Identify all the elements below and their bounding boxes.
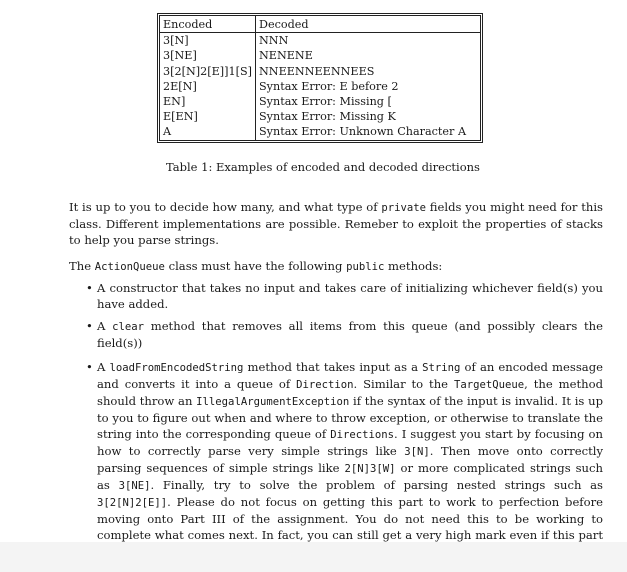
table-row xyxy=(160,33,481,49)
encoded-cell: EN] xyxy=(160,94,256,109)
text-run: A constructor that takes no input and takes care of initializing whichever field(s) you have added. xyxy=(97,281,603,311)
code-run: 3[2[N]2[E]] xyxy=(97,497,168,509)
decoded-cell: NENENE xyxy=(259,49,313,63)
paragraph-methods-intro xyxy=(69,258,603,275)
code-run: private xyxy=(381,202,426,214)
encoded-cell: E[EN] xyxy=(160,109,256,124)
code-run: 2[N]3[W] xyxy=(344,463,396,475)
directions-table-frame xyxy=(157,13,483,143)
decoded-cell: NNEENNEENNEES xyxy=(259,64,375,78)
bullet-icon: • xyxy=(86,281,93,295)
code-run: Direction xyxy=(296,379,354,391)
text-run: . Please do not focus on getting this part to work to perfection before moving onto Part III of the assignment. You do not need this to be working to complete what comes next. In fact, you can still get a very high mark even if this part xyxy=(97,495,603,542)
text-run: The xyxy=(69,259,95,273)
code-run: clear xyxy=(112,321,144,333)
text-run: if the syntax of the input is invalid. It is up to you to figure out when and where to throw exception, or otherwise to translate the string into the corresponding queue of xyxy=(97,394,604,441)
table-row xyxy=(160,124,481,140)
bullet-icon: • xyxy=(86,360,93,374)
header-decoded: Decoded xyxy=(256,16,481,33)
table-row xyxy=(160,94,481,109)
decoded-cell: Syntax Error: E before 2 xyxy=(259,79,399,93)
code-run: 3[N] xyxy=(404,446,430,458)
encoded-cell: 3[N] xyxy=(160,33,256,49)
code-run: Directions xyxy=(330,429,394,441)
text-run: class must have the following xyxy=(164,259,347,273)
code-run: TargetQueue xyxy=(453,379,525,391)
decoded-cell: Syntax Error: Missing K xyxy=(259,110,396,124)
text-run: . I suggest you start by focusing on how to correctly parse very simple strings like xyxy=(97,427,603,458)
bullet-icon: • xyxy=(86,319,93,333)
table-row xyxy=(160,79,481,94)
code-run: String xyxy=(422,362,461,374)
text-run: of an encoded message and converts it into a queue of xyxy=(97,360,603,391)
text-run: methods: xyxy=(384,259,443,273)
text-run: . Finally, try to solve the problem of parsing nested strings such as xyxy=(150,478,603,492)
table-caption: Table 1: Examples of encoded and decoded directions xyxy=(166,160,480,174)
code-run: IllegalArgumentException xyxy=(196,396,350,408)
text-run: A xyxy=(97,319,113,333)
text-run: A xyxy=(97,360,110,374)
list-item xyxy=(69,280,603,312)
text-run: method that takes input as a xyxy=(243,360,423,374)
table-row xyxy=(160,64,481,79)
methods-list xyxy=(69,280,603,566)
text-run: . Then move onto correctly parsing sequences of simple strings like xyxy=(97,444,603,475)
code-run: public xyxy=(346,261,385,273)
table-row xyxy=(160,48,481,63)
decoded-cell: NNN xyxy=(259,34,289,48)
header-encoded: Encoded xyxy=(160,16,256,33)
list-item xyxy=(69,359,603,559)
encoded-cell: 3[NE] xyxy=(160,48,256,63)
code-run: loadFromEncodedString xyxy=(109,362,244,374)
paragraph-private-fields xyxy=(69,199,603,248)
text-run: fields you might need for this class. Different implementations are possible. Remeber to exploit the properties of stacks to help you parse strings. xyxy=(69,200,603,247)
code-run: 3[NE] xyxy=(118,480,151,492)
encoded-cell: 3[2[N]2[E]]1[S] xyxy=(160,64,256,79)
text-run: It is up to you to decide how many, and what type of xyxy=(69,200,382,214)
table-row xyxy=(160,109,481,124)
encoded-cell: A xyxy=(160,124,256,140)
text-run: or more complicated strings such as xyxy=(97,461,603,492)
text-run: method that removes all items from this queue (and possibly clears the field(s)) xyxy=(97,319,603,350)
text-run: . Similar to the xyxy=(353,377,454,391)
text-run: , the method should throw an xyxy=(97,377,603,408)
table-header-row xyxy=(160,16,481,33)
viewer-background xyxy=(0,542,627,572)
encoded-cell: 2E[N] xyxy=(160,79,256,94)
code-run: ActionQueue xyxy=(94,261,165,273)
decoded-cell: Syntax Error: Unknown Character A xyxy=(259,125,467,139)
list-item xyxy=(69,318,603,351)
directions-table xyxy=(159,15,481,141)
decoded-cell: Syntax Error: Missing [ xyxy=(259,95,392,109)
